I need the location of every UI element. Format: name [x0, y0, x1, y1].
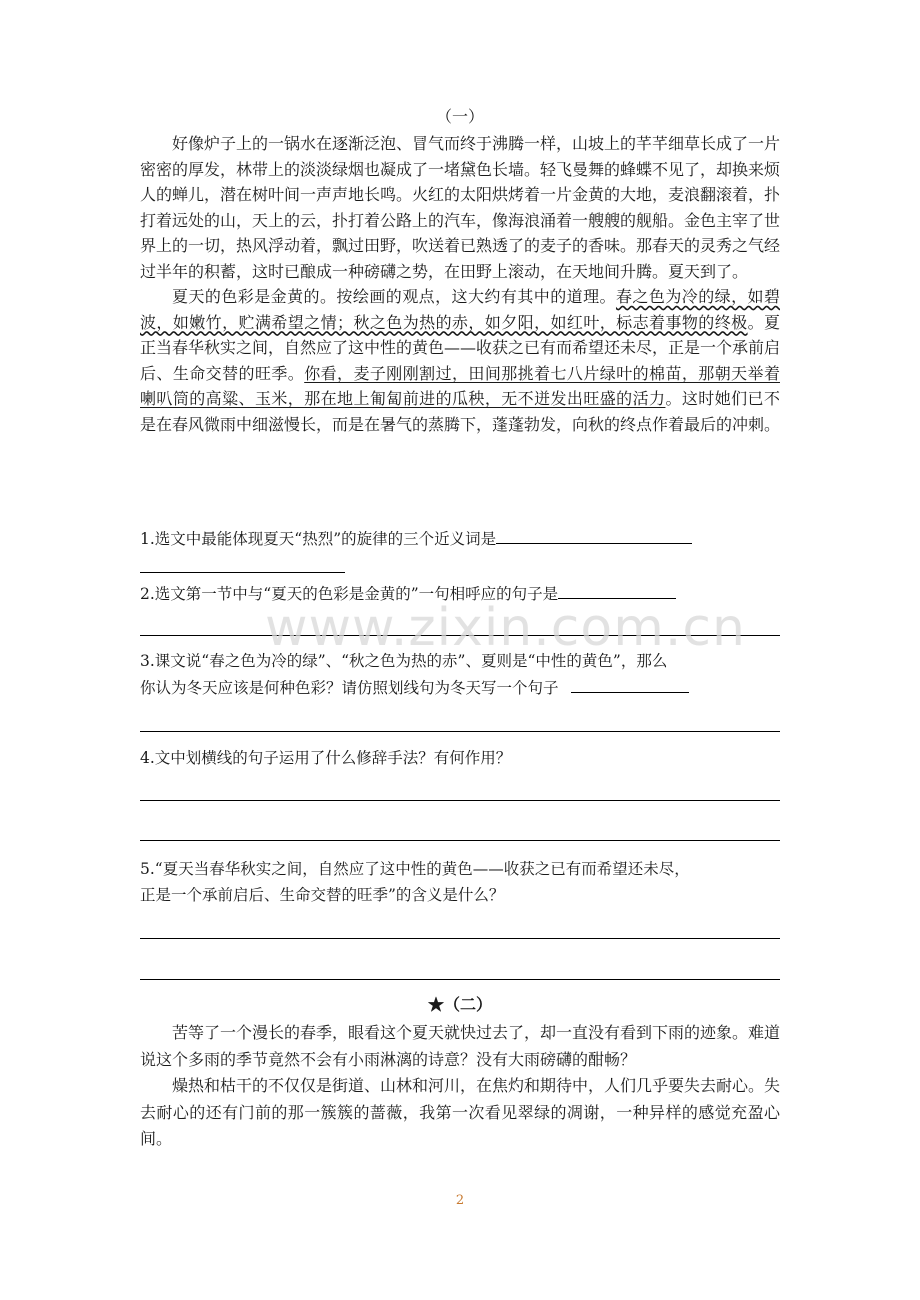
question-5	[140, 856, 780, 908]
question-2-text: 2.选文第一节中与“夏天的色彩是金黄的”一句相呼应的句子是	[140, 585, 559, 603]
section-2-paragraph-2: 燥热和枯干的不仅仅是街道、山林和河川，在焦灼和期待中，人们几乎要失去耐心。失去耐心的还有门前的那一簇簇的蔷薇，我第一次看见翠绿的凋谢，一种异样的感觉充盈心间。	[140, 1076, 781, 1148]
question-3-line-1: 3.课文说“春之色为冷的绿”、“秋之色为热的赤”、夏则是“中性的黄色”，那么	[140, 652, 668, 670]
question-4-text: 4.文中划横线的句子运用了什么修辞手法？有何作用？	[140, 749, 512, 767]
answer-blank-3[interactable]	[571, 674, 689, 693]
paragraph-2-opening: 夏天的色彩是金黄的。按绘画的观点，这大约有其中的道理。	[172, 287, 616, 306]
section-1-paragraph-2	[140, 284, 780, 437]
question-1	[140, 525, 780, 552]
question-5-line-1: 5.“夏天当春华秋实之间，自然应了这中性的黄色——收获之已有而希望还未尽，	[140, 860, 690, 878]
watermark: www.zixin.com.cn	[265, 598, 746, 658]
answer-blank-2[interactable]	[558, 580, 676, 599]
question-1-text: 1.选文中最能体现夏天“热烈”的旋律的三个近义词是	[140, 530, 497, 548]
question-4	[140, 745, 780, 771]
section-2-heading: ★（二）	[427, 995, 492, 1014]
section-1-body	[140, 131, 780, 437]
answer-blank-1[interactable]	[496, 525, 692, 544]
underlined-sentence: 你看，麦子刚刚割过，田间那挑着七八片绿叶的棉苗，那朝天举着喇叭筒的高粱、玉米，那在地上匍匐前进的瓜秧，无不迸发出旺盛的活力	[140, 363, 780, 408]
section-2-paragraph-1: 苦等了一个漫长的春季，眼看这个夏天就快过去了，却一直没有看到下雨的迹象。难道说这个多雨的季节竟然不会有小雨淋漓的诗意？没有大雨磅礴的酣畅？	[140, 1023, 781, 1069]
answer-line-3b[interactable]	[140, 731, 780, 732]
paragraph-2-ending: 。这时她们已不是在春风微雨中细滋慢长，而是在暑气的蒸腾下，蓬蓬勃发，向秋的终点作着最后的冲刺。	[140, 389, 781, 434]
answer-line-5b[interactable]	[140, 979, 780, 980]
answer-line-1b[interactable]	[140, 572, 345, 573]
wavy-underlined-sentence: 春之色为冷的绿，如碧波，如嫩竹，贮满希望之情；秋之色为热的赤，如夕阳，如红叶，标志着事物的终极	[140, 287, 780, 332]
section-1-paragraph-1: 好像炉子上的一锅水在逐渐泛泡、冒气而终于沸腾一样，山坡上的芊芊细草长成了一片密密的厚发，林带上的淡淡绿烟也凝成了一堵黛色长墙。轻飞曼舞的蜂蝶不见了，却换来烦人的蝉儿，潜在树叶间一声声地长鸣。火红的太阳烘烤着一片金黄的大地，麦浪翻滚着，扑打着远处的山，天上的云，扑打着公路上的汽车，像海浪涌着一艘艘的舰船。金色主宰了世界上的一切，热风浮动着，飘过田野，吹送着已熟透了的麦子的香味。那春天的灵秀之气经过半年的积蓄，这时已酿成一种磅礴之势，在田野上滚动，在天地间升腾。夏天到了。	[140, 134, 781, 281]
paragraph-2-middle: 。夏正当春华秋实之间，自然应了这中性的黄色——收获之已有而希望还未尽，正是一个承前启后、生命交替的旺季。	[140, 312, 781, 383]
question-5-line-2: 正是一个承前启后、生命交替的旺季”的含义是什么？	[140, 886, 505, 904]
question-3-line-2: 你认为冬天应该是何种色彩？请仿照划线句为冬天写一个句子	[140, 679, 559, 697]
answer-line-4a[interactable]	[140, 800, 780, 801]
answer-line-4b[interactable]	[140, 840, 780, 841]
section-1-heading: （一）	[435, 107, 484, 126]
answer-line-5a[interactable]	[140, 938, 780, 939]
section-2-body	[140, 1020, 780, 1153]
page-number: 2	[455, 1193, 465, 1208]
